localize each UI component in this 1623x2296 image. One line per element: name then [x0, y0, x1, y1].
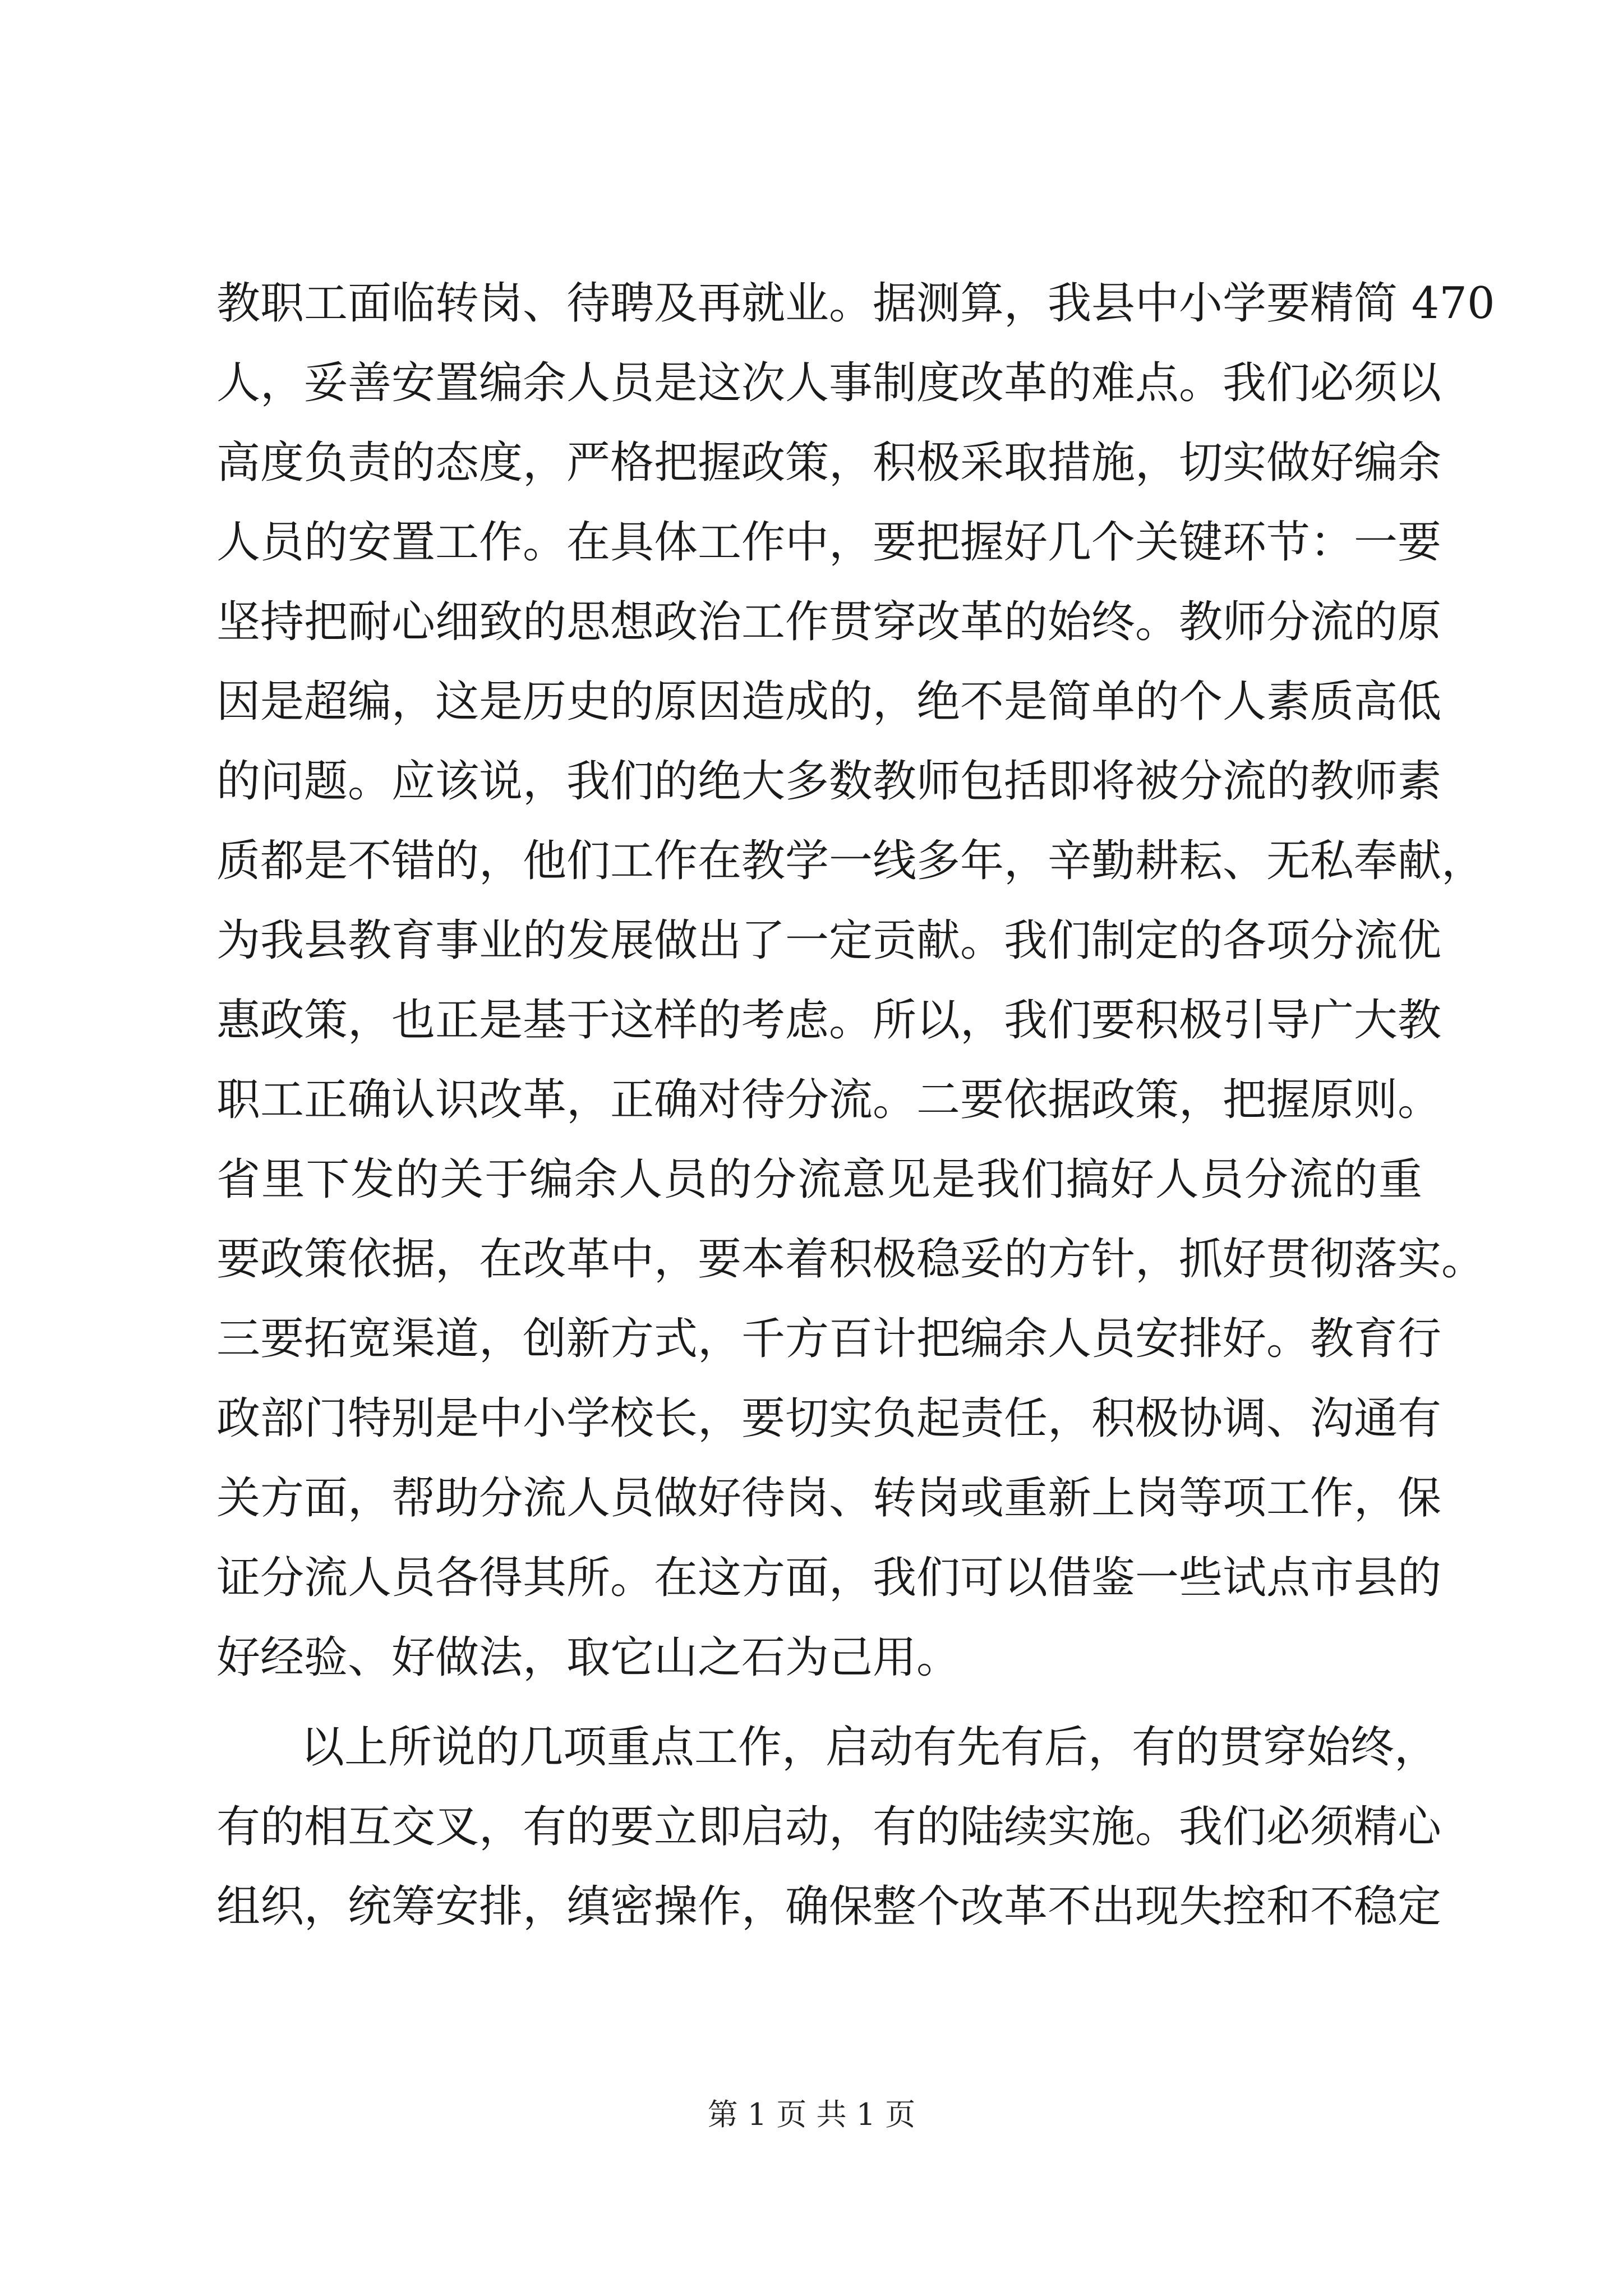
text-line: 要政策依据，在改革中，要本着积极稳妥的方针，抓好贯彻落实。 — [216, 1234, 1486, 1285]
text-line: 坚持把耐心细致的思想政治工作贯穿改革的始终。教师分流的原 — [216, 597, 1442, 647]
text-line: 人，妥善安置编余人员是这次人事制度改革的难点。我们必须以 — [216, 358, 1442, 408]
text-line: 因是超编，这是历史的原因造成的，绝不是简单的个人素质高低 — [216, 677, 1442, 727]
page-number-label: 第 1 页 共 1 页 — [707, 2097, 916, 2132]
text-line: 省里下发的关于编余人员的分流意见是我们搞好人员分流的重 — [216, 1154, 1422, 1205]
text-line: 人员的安置工作。在具体工作中，要把握好几个关键环节：一要 — [216, 517, 1442, 568]
text-line: 职工正确认识改革，正确对待分流。二要依据政策，把握原则。 — [216, 1075, 1442, 1125]
paragraph-1 — [216, 264, 1495, 1697]
text-line: 三要拓宽渠道，创新方式，千方百计把编余人员安排好。教育行 — [216, 1314, 1442, 1364]
text-line: 惠政策，也正是基于这样的考虑。所以，我们要积极引导广大教 — [216, 995, 1442, 1046]
text-line: 证分流人员各得其所。在这方面，我们可以借鉴一些试点市县的 — [216, 1553, 1442, 1603]
text-line: 的问题。应该说，我们的绝大多数教师包括即将被分流的教师素 — [216, 756, 1442, 807]
text-line: 有的相互交叉，有的要立即启动，有的陆续实施。我们必须精心 — [216, 1802, 1442, 1852]
text-line: 教职工面临转岗、待聘及再就业。据测算，我县中小学要精简 470 — [216, 278, 1495, 329]
text-line: 高度负责的态度，严格把握政策，积极采取措施，切实做好编余 — [216, 438, 1442, 488]
text-line: 关方面，帮助分流人员做好待岗、转岗或重新上岗等项工作，保 — [216, 1473, 1442, 1524]
text-line: 为我县教育事业的发展做出了一定贡献。我们制定的各项分流优 — [216, 915, 1442, 966]
paragraph-2 — [216, 1708, 1442, 1947]
text-line: 质都是不错的，他们工作在教学一线多年，辛勤耕耘、无私奉献， — [216, 836, 1486, 886]
page-footer — [0, 2095, 1623, 2134]
body-text — [216, 264, 1495, 1947]
text-line: 以上所说的几项重点工作，启动有先有后，有的贯穿始终， — [301, 1722, 1438, 1773]
text-line: 政部门特别是中小学校长，要切实负起责任，积极协调、沟通有 — [216, 1393, 1442, 1444]
text-line: 好经验、好做法，取它山之石为己用。 — [216, 1632, 961, 1683]
text-line: 组织，统筹安排，缜密操作，确保整个改革不出现失控和不稳定 — [216, 1881, 1442, 1932]
